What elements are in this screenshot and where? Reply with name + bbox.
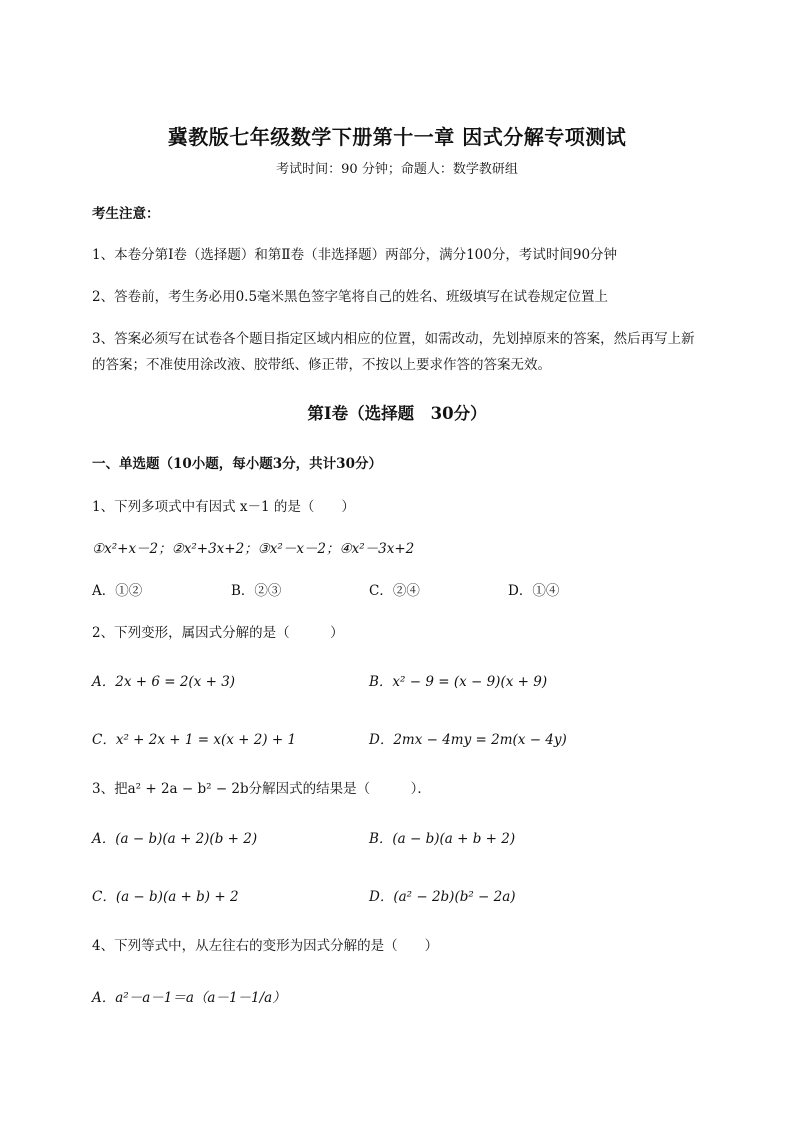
- question-1-option-d[interactable]: D．①④: [508, 583, 560, 599]
- question-1-expressions: ①x²+x－2；②x²+3x+2；③x²－x－2；④x²－3x+2: [92, 541, 415, 557]
- question-4-stem: 4、下列等式中，从左往右的变形为因式分解的是（ ）: [92, 938, 439, 954]
- notice-item-2: 2、答卷前，考生务必用0.5毫米黑色签字笔将自己的姓名、班级填写在试卷规定位置上: [92, 289, 609, 305]
- exam-info: 考试时间：90 分钟；命题人：数学教研组: [276, 162, 518, 177]
- question-3-option-c[interactable]: C．(a − b)(a + b) + 2: [92, 889, 239, 905]
- question-2-option-d[interactable]: D．2mx − 4my = 2m(x − 4y): [369, 732, 567, 748]
- part-heading: 一、单选题（10小题，每小题3分，共计30分）: [92, 456, 382, 472]
- question-1-option-c[interactable]: C．②④: [369, 583, 420, 599]
- question-3-option-a[interactable]: A．(a − b)(a + 2)(b + 2): [92, 831, 258, 847]
- question-3-option-b[interactable]: B．(a − b)(a + b + 2): [369, 831, 516, 847]
- question-2-stem: 2、下列变形，属因式分解的是（ ）: [92, 625, 344, 641]
- notice-item-3-continued: 的答案；不准使用涂改液、胶带纸、修正带，不按以上要求作答的答案无效。: [92, 357, 551, 373]
- notice-heading: 考生注意：: [92, 206, 160, 222]
- notice-item-1: 1、本卷分第Ⅰ卷（选择题）和第Ⅱ卷（非选择题）两部分，满分100分，考试时间90分钟: [92, 247, 618, 263]
- question-2-option-b[interactable]: B．x² − 9 = (x − 9)(x + 9): [369, 674, 548, 690]
- notice-item-3: 3、答案必须写在试卷各个题目指定区域内相应的位置，如需改动，先划掉原来的答案，然后再写上新: [92, 331, 695, 347]
- question-2-option-c[interactable]: C．x² + 2x + 1 = x(x + 2) + 1: [92, 732, 297, 748]
- question-2-option-a[interactable]: A．2x + 6 = 2(x + 3): [92, 674, 236, 690]
- question-1-option-a[interactable]: A．①②: [92, 583, 143, 599]
- question-1-stem: 1、下列多项式中有因式 x－1 的是（ ）: [92, 499, 355, 515]
- question-4-option-a[interactable]: A．a²－a－1＝a（a－1－1/a）: [92, 990, 286, 1006]
- question-3-option-d[interactable]: D．(a² − 2b)(b² − 2a): [369, 889, 516, 905]
- page-title: 冀教版七年级数学下册第十一章 因式分解专项测试: [167, 125, 627, 149]
- section-title: 第Ⅰ卷（选择题 30分）: [307, 404, 487, 423]
- question-1-option-b[interactable]: B．②③: [231, 583, 282, 599]
- question-3-stem: 3、把a² + 2a − b² − 2b分解因式的结果是（ ）．: [92, 781, 431, 797]
